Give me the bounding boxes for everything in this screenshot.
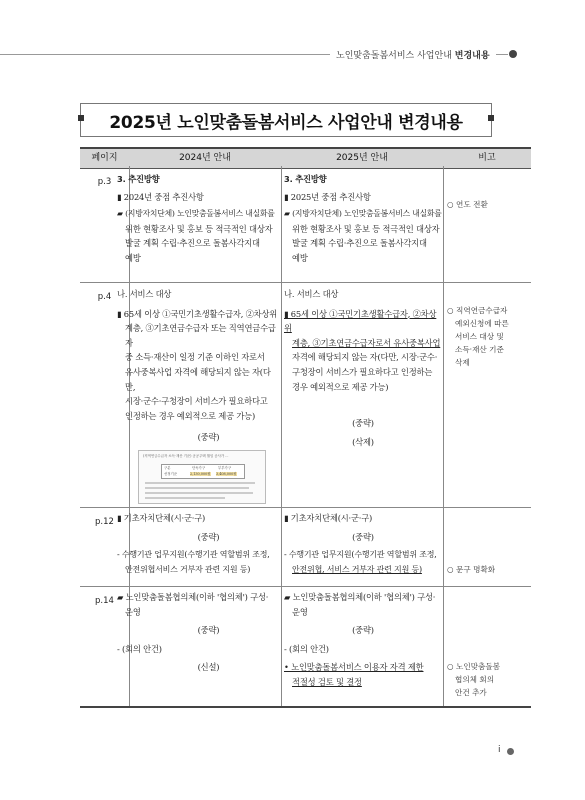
row-page-p14: p.14: [95, 596, 114, 606]
section-heading: 3. 추진방향: [284, 174, 327, 184]
row-p12-new: [284, 511, 442, 577]
row-divider: [80, 507, 531, 508]
row-p3-new: [284, 172, 442, 266]
row-p14-new: [284, 590, 442, 690]
bullet-heading: ▰ 노인맞춤돌봄협의체(이하 '협의체') 구성·: [284, 592, 436, 602]
header-rule-right: [496, 54, 508, 55]
row-p4-new: [284, 287, 442, 449]
bullet-heading: ▮ 기초자치단체(시·군·구): [117, 513, 206, 523]
body-line: 적절성 검토 및 결정: [292, 676, 362, 687]
mini-cell: 선정기준: [164, 472, 178, 476]
body-line: - (회의 안건): [284, 643, 329, 654]
table-bottom-rule: [80, 706, 531, 708]
embedded-mini-table: [161, 464, 245, 479]
running-header: [0, 44, 585, 64]
note-line: 소득·재산 기준: [455, 345, 504, 354]
body-line: 예방: [292, 252, 308, 263]
body-line: ▰ (지방자치단체) 노인맞춤돌봄서비스 내실화를: [284, 209, 442, 219]
row-p3-note: ○ 연도 전환: [447, 200, 488, 209]
body-line: ▰ (지방자치단체) 노인맞춤돌봄서비스 내실화를: [117, 209, 275, 219]
body-line: 운영: [292, 606, 308, 617]
body-line: ▮ 65세 이상 ①국민기초생활수급자, ②차상위: [117, 308, 278, 319]
mini-cell: 부부가구: [218, 466, 232, 470]
row-p12-note: ○ 문구 명확화: [447, 565, 496, 574]
page-title: 2025년 노인맞춤돌봄서비스 사업안내 변경내용: [109, 113, 463, 133]
embedded-text-line: [145, 487, 249, 489]
body-line: • 노인맞춤돌봄서비스 이용자 자격 제한: [284, 662, 424, 673]
title-box: [80, 103, 492, 137]
grid-line: [281, 166, 282, 707]
body-line: 경우 예외적으로 제공 가능): [292, 381, 389, 392]
body-line: 유사중복사업 자격에 해당되지 않는 자(다만,: [125, 366, 271, 392]
row-page-p3: p.3: [97, 177, 112, 187]
embedded-text-line: [145, 492, 253, 494]
body-line: 운영: [125, 606, 141, 617]
omission-mark: (중략): [352, 531, 374, 542]
row-p4-old: [117, 287, 280, 445]
bullet-heading: ▮ 2025년 중점 추진사항: [284, 191, 371, 202]
row-p12-old: [117, 511, 280, 577]
note-line: 삭제: [455, 358, 470, 367]
body-line: 발굴 계획 수립·추진으로 돌봄사각지대: [125, 238, 260, 249]
body-line: 위한 현황조사 및 홍보 등 적극적인 대상자: [292, 223, 440, 234]
embedded-caption: (직역연금수급자 소득·재산 기준) 공공주택 월임 공사가 ...: [143, 454, 229, 458]
row-divider: [80, 282, 531, 283]
row-p3-old: [117, 172, 277, 266]
omission-mark: (중략): [352, 625, 374, 636]
body-line: 발굴 계획 수립·추진으로 돌봄사각지대: [292, 238, 427, 249]
column-header-page: 페이지: [80, 147, 129, 169]
note-line: ○ 직역연금수급자: [447, 306, 508, 315]
bullet-heading: ▮ 기초자치단체(시·군·구): [284, 513, 373, 523]
section-heading: 나. 서비스 대상: [284, 289, 339, 299]
note-line: 협의체 회의: [455, 675, 495, 684]
section-heading: 3. 추진방향: [117, 174, 160, 184]
mini-cell: 구분: [164, 466, 171, 470]
body-line: 구청장이 서비스가 필요하다고 인정하는: [292, 366, 433, 377]
grid-line: [443, 166, 444, 707]
body-line: 인정하는 경우 예외적으로 제공 가능): [125, 410, 256, 421]
row-p14-note: [447, 660, 529, 699]
row-divider: [80, 586, 531, 587]
omission-mark: (중략): [197, 625, 220, 636]
body-line: 계층, ③기초연금수급자 또는 직역연금수급자: [125, 323, 276, 348]
omission-mark: (중략): [352, 418, 374, 429]
body-line: - (회의 안건): [117, 643, 162, 654]
row-page-p4: p.4: [97, 292, 112, 302]
embedded-text-line: [145, 482, 255, 484]
omission-mark: (중략): [197, 432, 220, 443]
body-line: 예방: [125, 252, 141, 263]
page-number: i: [498, 745, 501, 755]
embedded-table-image: [138, 450, 266, 504]
mini-cell: 3,408,000원: [216, 472, 237, 476]
note-line: 예외신청에 따른: [455, 319, 509, 328]
body-line: 중 소득·재산이 일정 기준 이하인 자로서: [125, 352, 265, 363]
column-header-note: 비고: [443, 147, 531, 169]
note-line: ○ 노인맞춤돌봄: [447, 662, 501, 671]
header-rule: [0, 54, 330, 55]
body-line: 시장·군수·구청장이 서비스가 필요하다고: [125, 396, 268, 407]
omission-mark: (중략): [197, 531, 220, 542]
body-line: 계층, ③기초연금수급자로서 유사중복사업: [292, 337, 441, 348]
column-header-2025: 2025년 안내: [281, 147, 443, 169]
new-mark: (신설): [197, 662, 220, 673]
row-p4-note: [447, 304, 529, 369]
deleted-mark: (삭제): [352, 436, 374, 447]
mini-cell: 단독가구: [192, 466, 206, 470]
mini-cell: 2,130,000원: [190, 472, 211, 476]
row-p14-old: [117, 590, 280, 675]
body-line: - 수행기관 업무지원(수행기관 역할범위 조정,: [117, 550, 270, 560]
body-line: - 수행기관 업무지원(수행기관 역할범위 조정,: [284, 550, 437, 560]
body-line: 위한 현황조사 및 홍보 등 적극적인 대상자: [125, 223, 273, 234]
note-line: 안건 추가: [455, 688, 487, 697]
bullet-heading: ▰ 노인맞춤돌봄협의체(이하 '협의체') 구성·: [117, 592, 269, 602]
body-line: 안전위협, 서비스 거부자 관련 지원 등): [292, 564, 422, 574]
body-line: ▮ 65세 이상 ①국민기초생활수급자, ②차상위: [284, 308, 437, 334]
body-line: 자격에 해당되지 않는 자(다만, 시장·군수·: [292, 352, 438, 363]
bullet-heading: ▮ 2024년 중점 추진사항: [117, 191, 204, 202]
note-line: 서비스 대상 및: [455, 332, 504, 341]
body-line: 안전위협서비스 거부자 관련 지원 등): [125, 564, 251, 574]
embedded-text-line: [145, 497, 225, 499]
row-page-p12: p.12: [95, 517, 114, 527]
folio-dot-icon: [507, 748, 514, 755]
column-header-2024: 2024년 안내: [129, 147, 281, 169]
section-heading: 나. 서비스 대상: [117, 289, 172, 299]
header-dot-icon: [509, 50, 517, 58]
running-header-text: 노인맞춤돌봄서비스 사업안내 변경내용: [336, 51, 490, 61]
